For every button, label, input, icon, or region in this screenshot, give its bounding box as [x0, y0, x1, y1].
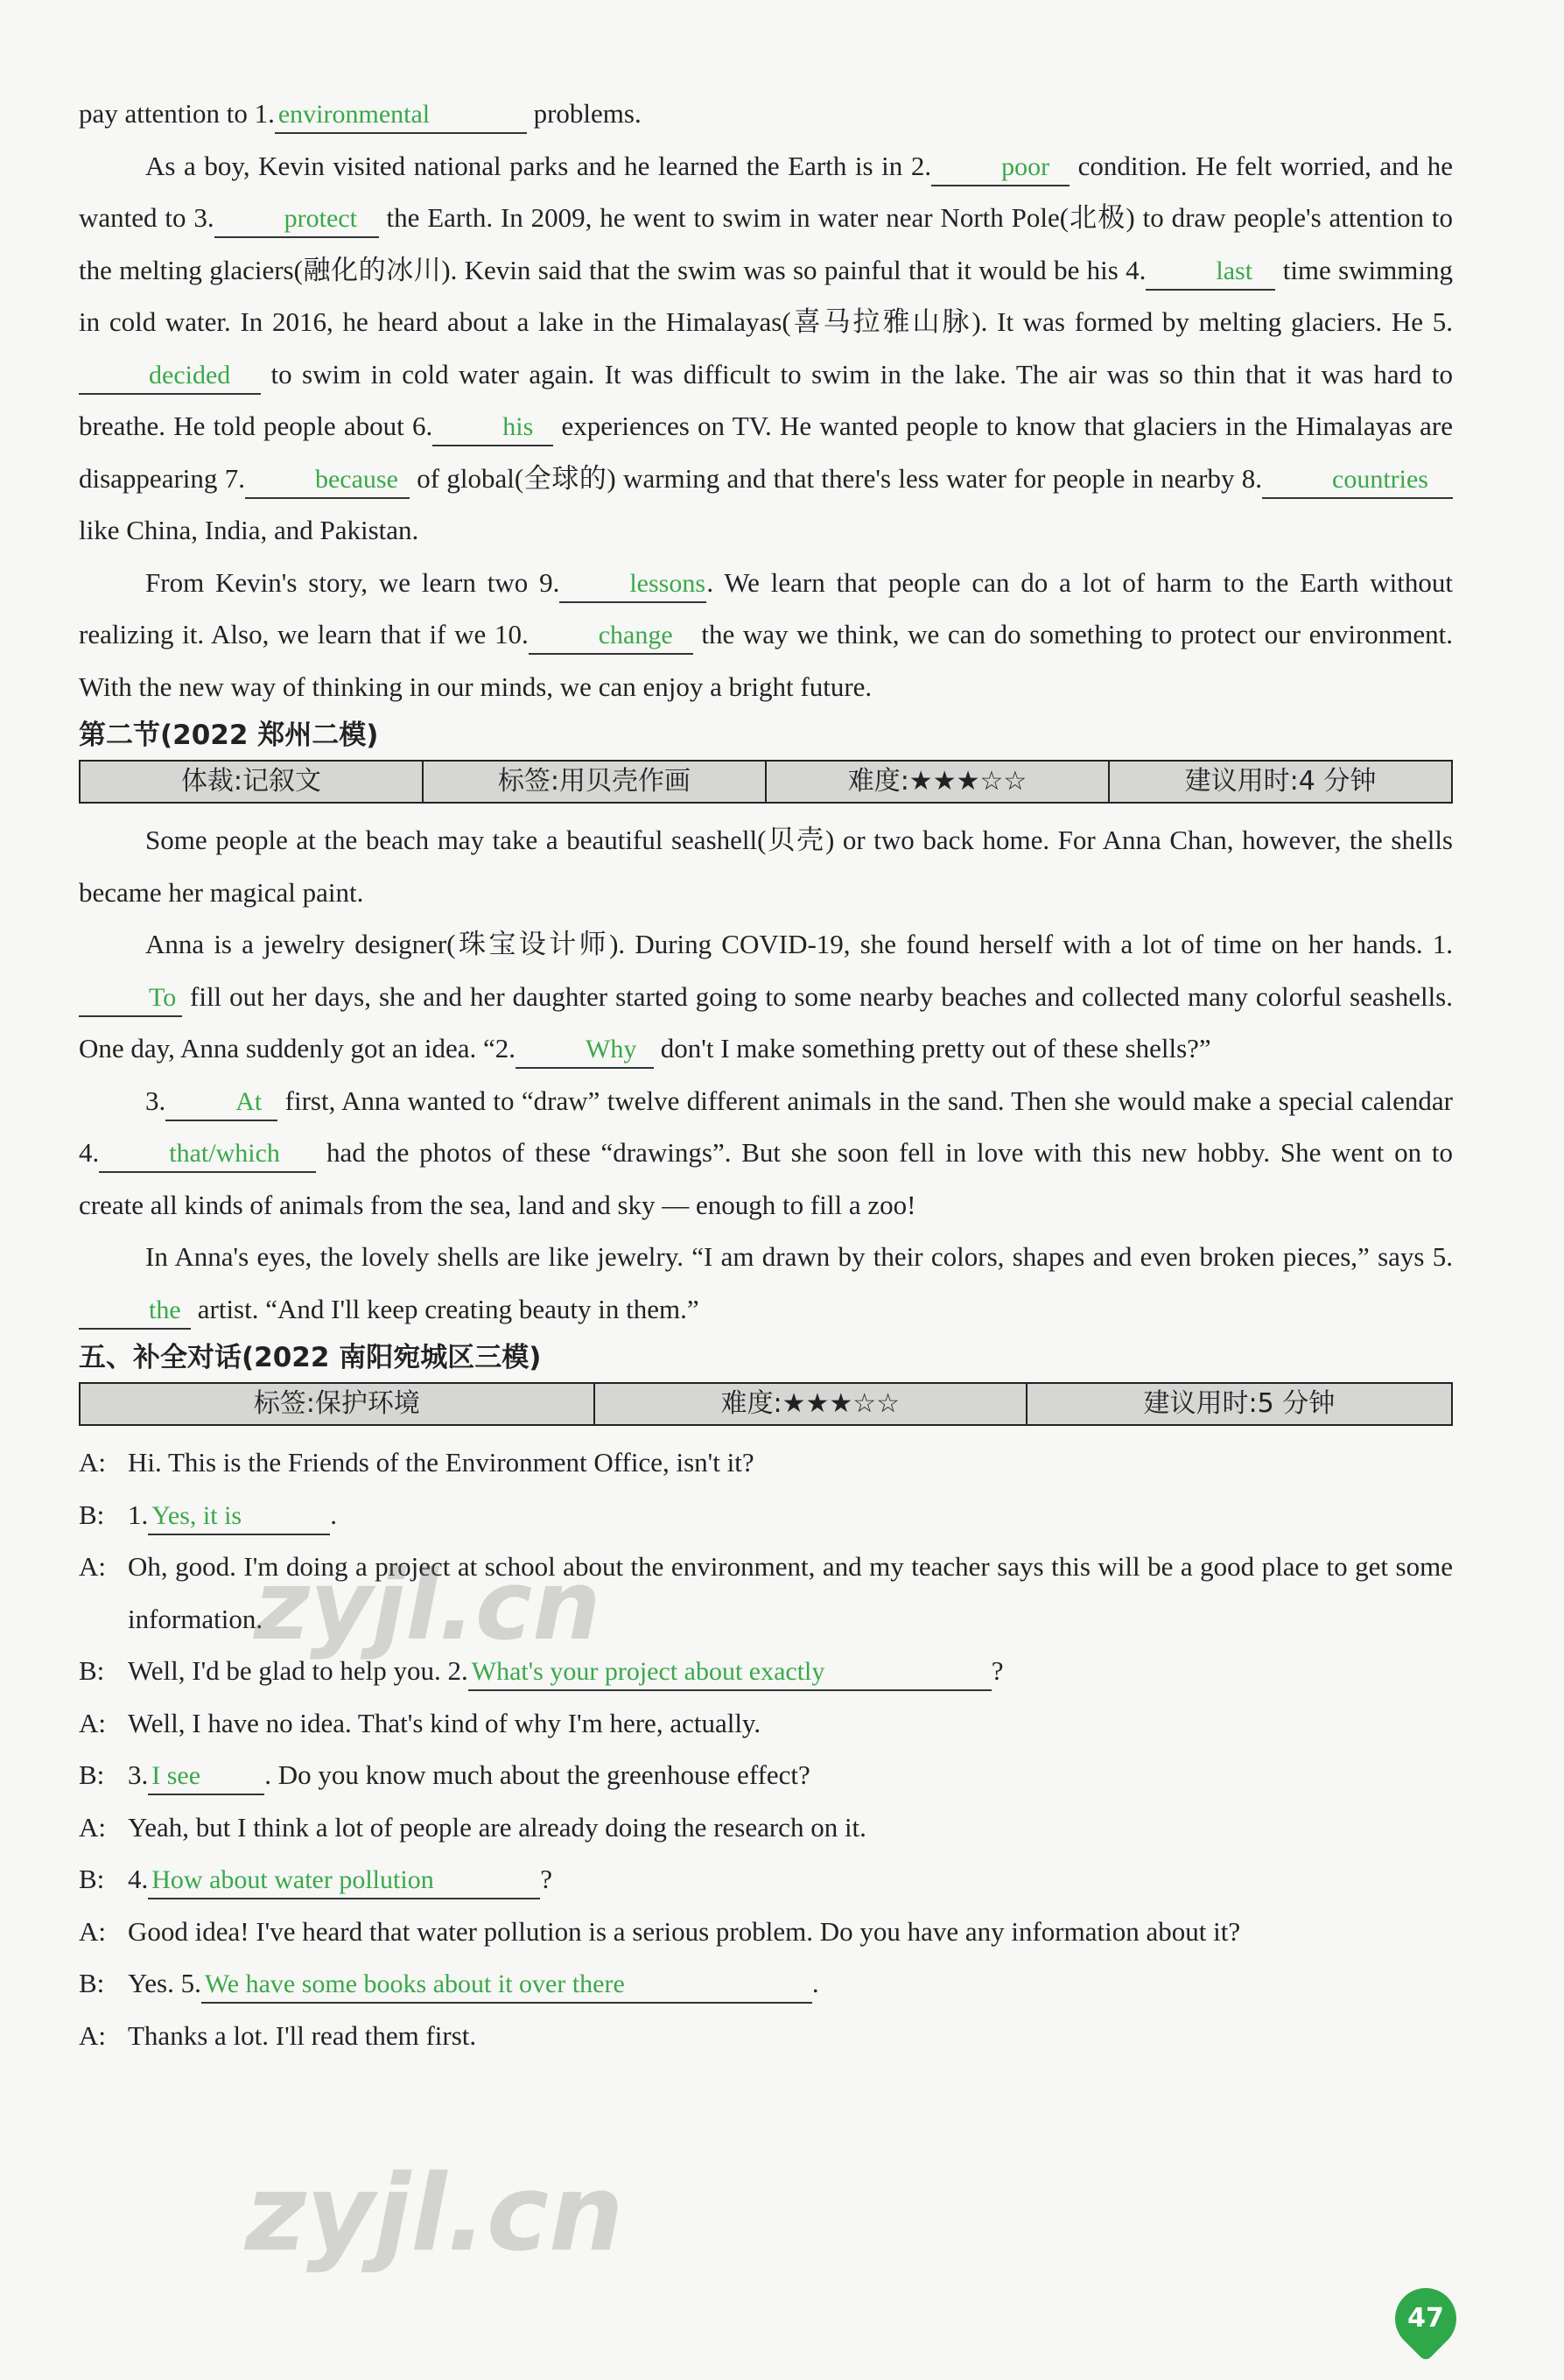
dialogue-line — [79, 2010, 1453, 2062]
dialogue-text: Oh, good. I'm doing a project at school about the environment, and my teacher says this will be a good place to get some information. — [128, 1551, 1453, 1634]
speaker-label: B: — [79, 1499, 105, 1530]
watermark: zyjl.cn — [254, 1549, 601, 1661]
dialogue-line — [79, 1749, 1453, 1801]
text: ? — [991, 1655, 1004, 1686]
speaker-label: A: — [79, 1707, 106, 1738]
watermark: zyjl.cn — [245, 2153, 624, 2275]
dialogue — [79, 1436, 1453, 2061]
text: . We learn that people can do a lot of harm to the Earth without realizing it. Also, we learn that if we 10. — [79, 566, 1453, 649]
passage-paragraph-2 — [79, 140, 1453, 557]
tag-topic: 标签:用贝壳作画 — [424, 762, 767, 802]
tag-difficulty: 难度:★★★☆☆ — [595, 1384, 1027, 1424]
text: From Kevin's story, we learn two 9. — [145, 566, 560, 598]
answer-blank-4: last — [1146, 254, 1275, 291]
tag-difficulty: 难度:★★★☆☆ — [767, 762, 1110, 802]
answer-blank-8: countries — [1262, 462, 1453, 499]
speaker-label: A: — [79, 1811, 106, 1843]
text: to swim in cold water again. It was difficult to swim in the lake. The air was so thin that it was hard to breathe. He told people about 6. — [79, 358, 1453, 441]
text: As a boy, Kevin visited national parks and he learned the Earth is in 2. — [145, 150, 932, 181]
text: experiences on TV. He wanted people to know that glaciers in the Himalayas are disappearing 7. — [79, 411, 1453, 494]
text: time swimming in cold water. In 2016, he heard about a lake in the Himalayas(喜马拉雅山脉). It was formed by melting glaciers. He 5. — [79, 254, 1454, 337]
answer-blank-5: We have some books about it over there — [201, 1967, 812, 2004]
text: Yes. 5. — [128, 1968, 201, 1998]
tag-time: 建议用时:5 分钟 — [1143, 1388, 1336, 1420]
dialogue-text — [128, 1489, 1453, 1541]
text: fill out her days, she and her daughter started going to some nearby beaches and collected many colorful seashells. One day, Anna suddenly got an idea. “2. — [79, 980, 1453, 1064]
dialogue-line — [79, 1853, 1453, 1906]
text: . Do you know much about the greenhouse effect? — [264, 1759, 810, 1790]
answer-blank-2: Why — [515, 1032, 654, 1069]
answer-blank-3: At — [165, 1085, 277, 1121]
text: Well, I'd be glad to help you. 2. — [128, 1655, 468, 1686]
speaker-label: A: — [79, 1551, 106, 1582]
text: 1. — [128, 1499, 149, 1530]
speaker-label: A: — [79, 1915, 106, 1947]
text: had the photos of these “drawings”. But she soon fell in love with this new hobby. She went on to create all kinds of animals from the sea, land and sky — enough to fill a zoo! — [79, 1137, 1453, 1220]
text: the way we think, we can do something to protect our environment. With the new way of thinking in our minds, we can enjoy a bright future. — [79, 619, 1453, 702]
dialogue-line — [79, 1645, 1453, 1697]
text: problems. — [526, 98, 642, 129]
text: the Earth. In 2009, he went to swim in water near North Pole(北极) to draw people's attention to the melting glaciers(融化的冰川). Kevin said that the swim was so painful that it would be his 4. — [79, 202, 1453, 285]
story-paragraph-4 — [79, 1231, 1453, 1335]
answer-blank-3: I see — [148, 1759, 264, 1795]
story-paragraph-2 — [79, 918, 1453, 1075]
answer-blank-9: lessons — [559, 566, 706, 603]
answer-blank-1: environmental — [275, 97, 527, 134]
answer-blank-2: poor — [931, 150, 1070, 186]
answer-blank-1: To — [79, 980, 182, 1017]
answer-blank-2: What's your project about exactly — [468, 1654, 992, 1691]
text: condition. He felt worried, and he wanted to 3. — [79, 150, 1453, 233]
dialogue-line — [79, 1801, 1453, 1854]
tag-time: 建议用时:4 分钟 — [1184, 766, 1377, 797]
dialogue-text: Well, I have no idea. That's kind of why I'm here, actually. — [128, 1707, 761, 1738]
answer-blank-1: Yes, it is — [148, 1499, 330, 1535]
text: ? — [540, 1864, 553, 1894]
text: don't I make something pretty out of these shells?” — [654, 1033, 1211, 1064]
page-number: 47 — [1407, 2303, 1444, 2334]
text: like China, India, and Pakistan. — [79, 515, 419, 545]
dialogue-line — [79, 1436, 1453, 1489]
story-paragraph-1: Some people at the beach may take a beautiful seashell(贝壳) or two back home. For Anna Chan, however, the shells became her magical paint. — [79, 825, 1453, 908]
dialogue-text: Hi. This is the Friends of the Environment Office, isn't it? — [128, 1447, 754, 1478]
tag-topic: 标签:保护环境 — [81, 1384, 595, 1424]
text: 3. — [128, 1759, 149, 1790]
text: . — [330, 1499, 337, 1530]
speaker-label: B: — [79, 1655, 105, 1686]
answer-blank-10: change — [529, 618, 693, 655]
speaker-label: B: — [79, 1968, 105, 1998]
speaker-label: A: — [79, 2019, 106, 2051]
text: first, Anna wanted to “draw” twelve different animals in the sand. Then she would make a special calendar 4. — [79, 1085, 1453, 1168]
dialogue-text — [128, 1957, 1453, 2010]
answer-blank-6: his — [432, 410, 553, 446]
story-paragraph-3 — [79, 1075, 1453, 1232]
passage-paragraph-1 — [79, 88, 1453, 140]
text: of global(全球的) warming and that there's less water for people in nearby 8. — [409, 462, 1262, 494]
dialogue-line — [79, 1957, 1453, 2010]
dialogue-text — [128, 1853, 1453, 1906]
passage-paragraph-3 — [79, 557, 1453, 713]
dialogue-line — [79, 1541, 1453, 1645]
text: artist. “And I'll keep creating beauty in them.” — [191, 1293, 699, 1324]
speaker-label: A: — [79, 1447, 106, 1478]
section-title: 第二节(2022 郑州二模) — [79, 720, 379, 751]
tag-bar — [79, 760, 1453, 804]
text: . — [811, 1968, 819, 1998]
text: In Anna's eyes, the lovely shells are like jewelry. “I am drawn by their colors, shapes and even broken pieces,” says 5. — [145, 1241, 1453, 1272]
tag-bar — [79, 1382, 1453, 1426]
dialogue-text — [128, 1645, 1453, 1697]
section-title: 五、补全对话(2022 南阳宛城区三模) — [79, 1342, 542, 1373]
answer-blank-4: that/which — [99, 1136, 316, 1173]
dialogue-text: Thanks a lot. I'll read them first. — [128, 2019, 477, 2051]
dialogue-line — [79, 1489, 1453, 1541]
answer-blank-5: decided — [79, 358, 261, 395]
text: 4. — [128, 1864, 149, 1894]
dialogue-line — [79, 1697, 1453, 1750]
text: 3. — [145, 1085, 166, 1116]
answer-blank-4: How about water pollution — [148, 1863, 540, 1899]
tag-genre: 体裁:记叙文 — [81, 762, 424, 802]
dialogue-line — [79, 1906, 1453, 1958]
speaker-label: B: — [79, 1864, 105, 1894]
answer-blank-5: the — [79, 1293, 191, 1330]
dialogue-text: Yeah, but I think a lot of people are already doing the research on it. — [128, 1811, 866, 1843]
text: pay attention to 1. — [79, 98, 275, 129]
answer-blank-7: because — [245, 462, 410, 499]
speaker-label: B: — [79, 1759, 105, 1790]
page-content — [79, 88, 1453, 2061]
dialogue-text — [128, 1749, 1453, 1801]
answer-blank-3: protect — [214, 201, 379, 238]
text: Anna is a jewelry designer(珠宝设计师). During COVID-19, she found herself with a lot of time on her hands. 1. — [145, 929, 1453, 959]
page-number-badge — [1383, 2276, 1469, 2362]
dialogue-text: Good idea! I've heard that water pollution is a serious problem. Do you have any information about it? — [128, 1915, 1241, 1947]
